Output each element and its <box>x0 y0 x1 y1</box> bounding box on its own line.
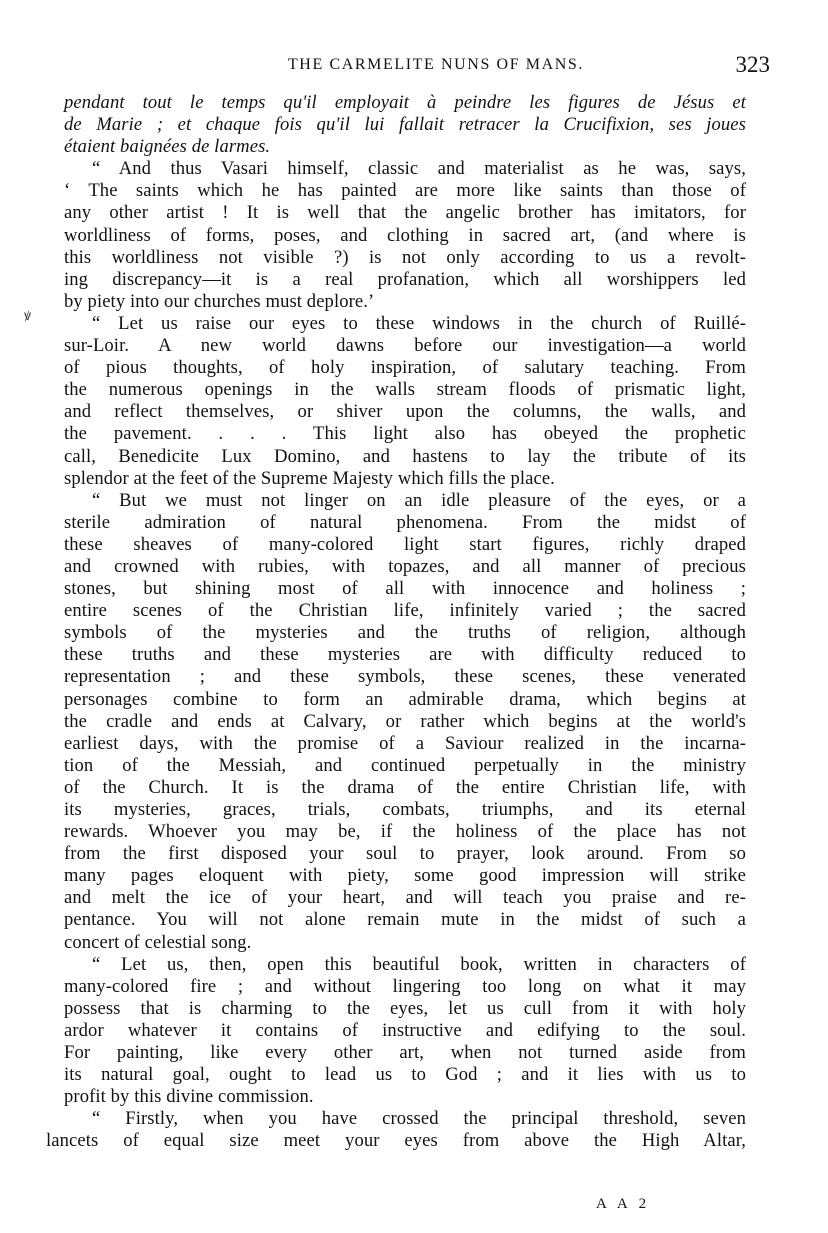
text-line: rewards. Whoever you may be, if the holiness of the place has not <box>64 821 746 843</box>
text-line: sterile admiration of natural phenomena. From the midst of <box>64 511 746 533</box>
text-line: “ Let us raise our eyes to these windows in the church of Ruillé- <box>92 312 746 334</box>
text-line: étaient baignées de larmes. <box>64 136 271 158</box>
text-line: tion of the Messiah, and continued perpetually in the ministry <box>64 754 746 776</box>
signature-mark: A A 2 <box>596 1196 651 1212</box>
text-line: earliest days, with the promise of a Saviour realized in the incarna- <box>64 732 746 754</box>
text-line: “ Let us, then, open this beautiful book, written in characters of <box>92 953 746 975</box>
text-line: de Marie ; et chaque fois qu'il lui fallait retracer la Crucifixion, ses joues <box>64 114 746 136</box>
text-line: many pages eloquent with piety, some good impression will strike <box>64 865 746 887</box>
text-line: this worldliness not visible ?) is not only according to us a revolt- <box>64 246 746 268</box>
text-line: splendor at the feet of the Supreme Majesty which fills the place. <box>64 467 555 489</box>
text-line: possess that is charming to the eyes, let us cull from it with holy <box>64 997 746 1019</box>
text-line: of pious thoughts, of holy inspiration, of salutary teaching. From <box>64 357 746 379</box>
text-line: these sheaves of many-colored light start figures, richly draped <box>64 533 746 555</box>
text-line: “ But we must not linger on an idle pleasure of the eyes, or a <box>92 489 746 511</box>
text-line: its mysteries, graces, trials, combats, triumphs, and its eternal <box>64 799 746 820</box>
text-line: ardor whatever it contains of instructive and edifying to the soul. <box>64 1019 746 1041</box>
body-text <box>46 92 746 1153</box>
text-line: ‘ The saints which he has painted are more like saints than those of <box>64 180 746 202</box>
text-line: the pavement. . . . This light also has obeyed the prophetic <box>64 423 746 445</box>
text-line: pendant tout le temps qu'il employait à peindre les figures de Jésus et <box>64 92 746 113</box>
page-header <box>62 52 770 82</box>
text-line: call, Benedicite Lux Domino, and hastens to lay the tribute of its <box>64 445 746 467</box>
text-line: of the Church. It is the drama of the entire Christian life, with <box>64 776 746 798</box>
text-line: worldliness of forms, poses, and clothing in sacred art, (and where is <box>64 224 746 246</box>
text-line: sur-Loir. A new world dawns before our investigation—a world <box>64 335 746 357</box>
text-line: ing discrepancy—it is a real profanation, which all worshippers led <box>64 268 746 290</box>
text-line: many-colored fire ; and without lingering too long on what it may <box>64 975 746 997</box>
text-line: personages combine to form an admirable drama, which begins at <box>64 688 746 710</box>
text-line: and crowned with rubies, with topazes, and all manner of precious <box>64 555 746 577</box>
text-line: from the first disposed your soul to prayer, look around. From so <box>64 843 746 865</box>
text-line: any other artist ! It is well that the angelic brother has imitators, for <box>64 202 746 224</box>
text-line: representation ; and these symbols, these scenes, these venerated <box>64 666 746 688</box>
margin-mark: ꝟ <box>24 308 32 324</box>
text-line: “ Firstly, when you have crossed the principal threshold, seven <box>92 1108 746 1130</box>
text-line: entire scenes of the Christian life, infinitely varied ; the sacred <box>64 600 746 622</box>
text-line: “ And thus Vasari himself, classic and materialist as he was, says, <box>92 158 746 180</box>
text-line: these truths and these mysteries are with difficulty reduced to <box>64 644 746 666</box>
running-title: THE CARMELITE NUNS OF MANS. <box>287 56 585 73</box>
text-line: lancets of equal size meet your eyes from above the High Altar, <box>46 1130 746 1152</box>
text-line: pentance. You will not alone remain mute in the midst of such a <box>64 909 746 931</box>
text-line: concert of celestial song. <box>64 931 252 953</box>
text-line: and melt the ice of your heart, and will teach you praise and re- <box>64 887 746 909</box>
text-line: the numerous openings in the walls stream floods of prismatic light, <box>64 379 746 401</box>
text-line: For painting, like every other art, when not turned aside from <box>64 1042 746 1064</box>
text-line: by piety into our churches must deplore.’ <box>64 290 375 312</box>
text-line: profit by this divine commission. <box>64 1086 314 1108</box>
text-line: and reflect themselves, or shiver upon the columns, the walls, and <box>64 401 746 423</box>
text-line: its natural goal, ought to lead us to God ; and it lies with us to <box>64 1064 746 1086</box>
page-number: 323 <box>735 52 770 77</box>
text-line: symbols of the mysteries and the truths of religion, although <box>64 622 746 644</box>
text-line: stones, but shining most of all with innocence and holiness ; <box>64 578 746 600</box>
text-line: the cradle and ends at Calvary, or rather which begins at the world's <box>64 710 746 732</box>
